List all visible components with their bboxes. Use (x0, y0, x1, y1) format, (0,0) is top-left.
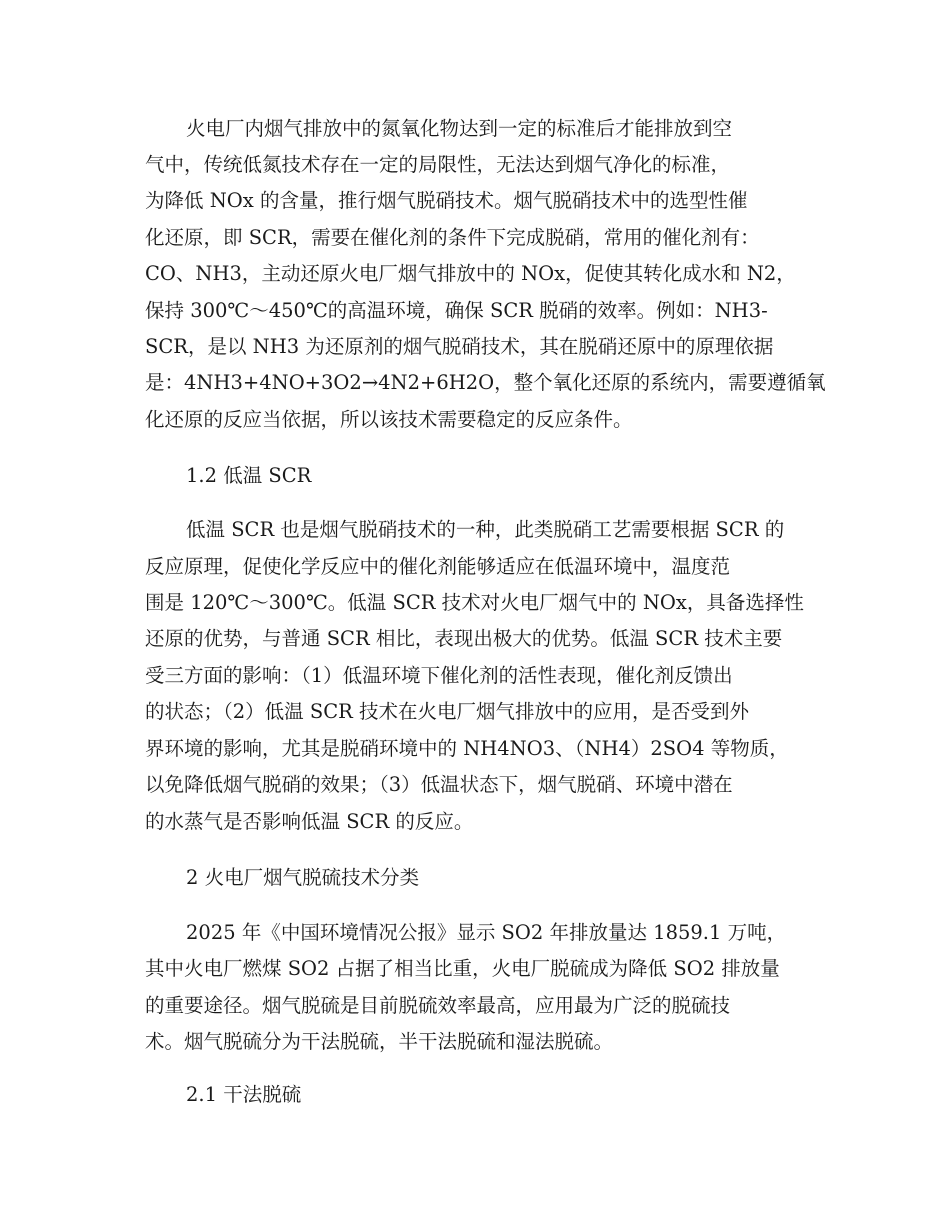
text-line: 气中，传统低氮技术存在一定的局限性，无法达到烟气净化的标准， (145, 153, 731, 176)
text-line: 术。烟气脱硫分为干法脱硫，半干法脱硫和湿法脱硫。 (145, 1030, 614, 1053)
text-line: 的状态；（2）低温 SCR 技术在火电厂烟气排放中的应用，是否受到外 (145, 700, 750, 723)
text-line: 的重要途径。烟气脱硫是目前脱硫效率最高，应用最为广泛的脱硫技 (145, 994, 731, 1017)
text-line: 化还原，即 SCR，需要在催化剂的条件下完成脱硝，常用的催化剂有： (145, 226, 760, 249)
text-line: 还原的优势，与普通 SCR 相比，表现出极大的优势。低温 SCR 技术主要 (145, 627, 783, 650)
text-line: 受三方面的影响：（1）低温环境下催化剂的活性表现，催化剂反馈出 (145, 664, 733, 687)
text-line: CO、NH3，主动还原火电厂烟气排放中的 NOx，促使其转化成水和 N2， (145, 262, 796, 285)
text-line: 2025 年《中国环境情况公报》显示 SO2 年排放量达 1859.1 万吨， (186, 921, 787, 944)
section-heading-2-1: 2.1 干法脱硫 (186, 1083, 302, 1106)
text-line: 围是 120℃～300℃。低温 SCR 技术对火电厂烟气中的 NOx，具备选择性 (145, 591, 804, 614)
text-line: 是：4NH3+4NO+3O2→4N2+6H2O，整个氧化还原的系统内，需要遵循氧 (145, 371, 826, 394)
text-line: 低温 SCR 也是烟气脱硝技术的一种，此类脱硝工艺需要根据 SCR 的 (186, 518, 785, 541)
text-line: 反应原理，促使化学反应中的催化剂能够适应在低温环境中，温度范 (145, 555, 731, 578)
text-line: 为降低 NOx 的含量，推行烟气脱硝技术。烟气脱硝技术中的选型性催 (145, 189, 748, 212)
text-line: 界环境的影响，尤其是脱硝环境中的 NH4NO3、（NH4）2SO4 等物质， (145, 737, 789, 760)
section-heading-2: 2 火电厂烟气脱硫技术分类 (186, 866, 420, 889)
text-line: 火电厂内烟气排放中的氮氧化物达到一定的标准后才能排放到空 (186, 117, 733, 140)
text-line: SCR，是以 NH3 为还原剂的烟气脱硝技术，其在脱硝还原中的原理依据 (145, 335, 774, 358)
text-line: 的水蒸气是否影响低温 SCR 的反应。 (145, 810, 474, 833)
text-line: 保持 300℃～450℃的高温环境，确保 SCR 脱硝的效率。例如：NH3- (145, 299, 768, 322)
text-line: 化还原的反应当依据，所以该技术需要稳定的反应条件。 (145, 408, 633, 431)
text-line: 其中火电厂燃煤 SO2 占据了相当比重，火电厂脱硫成为降低 SO2 排放量 (145, 957, 780, 980)
text-line: 以免降低烟气脱硝的效果；（3）低温状态下，烟气脱硝、环境中潜在 (145, 773, 733, 796)
section-heading-1-2: 1.2 低温 SCR (186, 464, 312, 487)
